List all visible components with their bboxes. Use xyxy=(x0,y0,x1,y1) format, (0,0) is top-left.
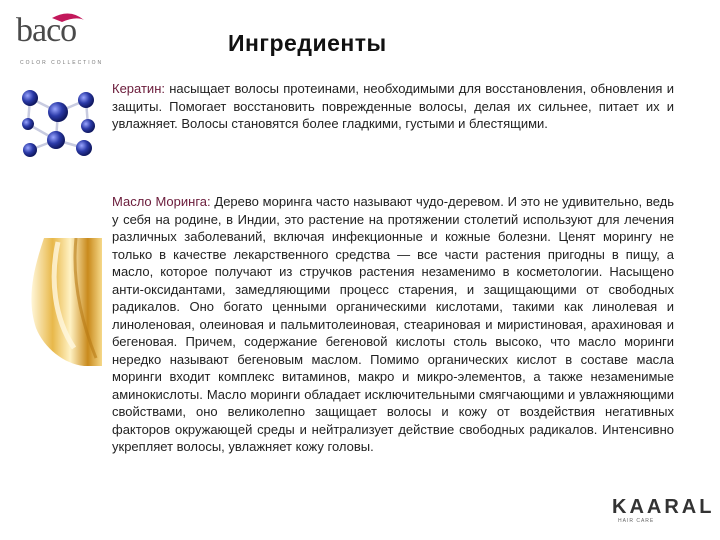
kaaral-logo-text: KAARAL xyxy=(612,496,715,518)
moringa-description: Дерево моринга часто называют чудо-деревом. И это не удивительно, ведь у себя на родине, в Индии, это растение на протяжении столетий используют для лечения различных заболеваний, включая инфекционные и кожные болезни. Ценят морингу не только в качестве лекарственного средства — все части растения пригодны в пищу, а масло, которое получают из стручков растения незаменимо в косметологии. Насыщено анти-оксидантами, замедляющими процесс старения, и защищающими от свободных радикалов. Оно богато ценными органическими кислотами, такими как линолевая и линоленовая, олеиновая и пальмитолеиновая, стеариновая и миристиновая, арахиновая и бегеновая. Причем, содержание бегеновой кислоты столь высоко, что масло моринги нередко называют бегеновым маслом. Помимо органических кислот в составе масла моринги входит комплекс витаминов, макро и микро-элементов, а также незаменимые аминокислоты. Масло моринги обладает исключительными смягчающими и увлажняющими свойствами, оно великолепно защищает волосы и кожу от воздействия негативных факторов окружающей среды и нейтрализует действие свободных радикалов. Интенсивно укрепляет волосы, увлажняет кожу головы. xyxy=(112,194,675,454)
moringa-oil-image xyxy=(14,238,102,366)
keratin-paragraph xyxy=(112,80,674,133)
kaaral-logo-tagline: HAIR CARE xyxy=(618,518,655,524)
moringa-paragraph xyxy=(112,193,674,456)
keratin-term: Кератин: xyxy=(112,81,165,96)
keratin-molecule-image xyxy=(16,80,100,166)
baco-logo-tagline: COLOR COLLECTION xyxy=(20,60,104,66)
baco-logo xyxy=(12,10,104,68)
moringa-term: Масло Моринга: xyxy=(112,194,211,209)
keratin-description: насыщает волосы протеинами, необходимыми для восстановления, обновления и защиты. Помогает восстановить поврежденные волосы, делая их сильнее, питает их и увлажняет. Волосы становятся более гладкими, густыми и блестящими. xyxy=(112,81,674,131)
baco-logo-text: baco xyxy=(16,12,77,49)
kaaral-logo xyxy=(604,494,715,530)
page-title: Ингредиенты xyxy=(228,30,387,56)
